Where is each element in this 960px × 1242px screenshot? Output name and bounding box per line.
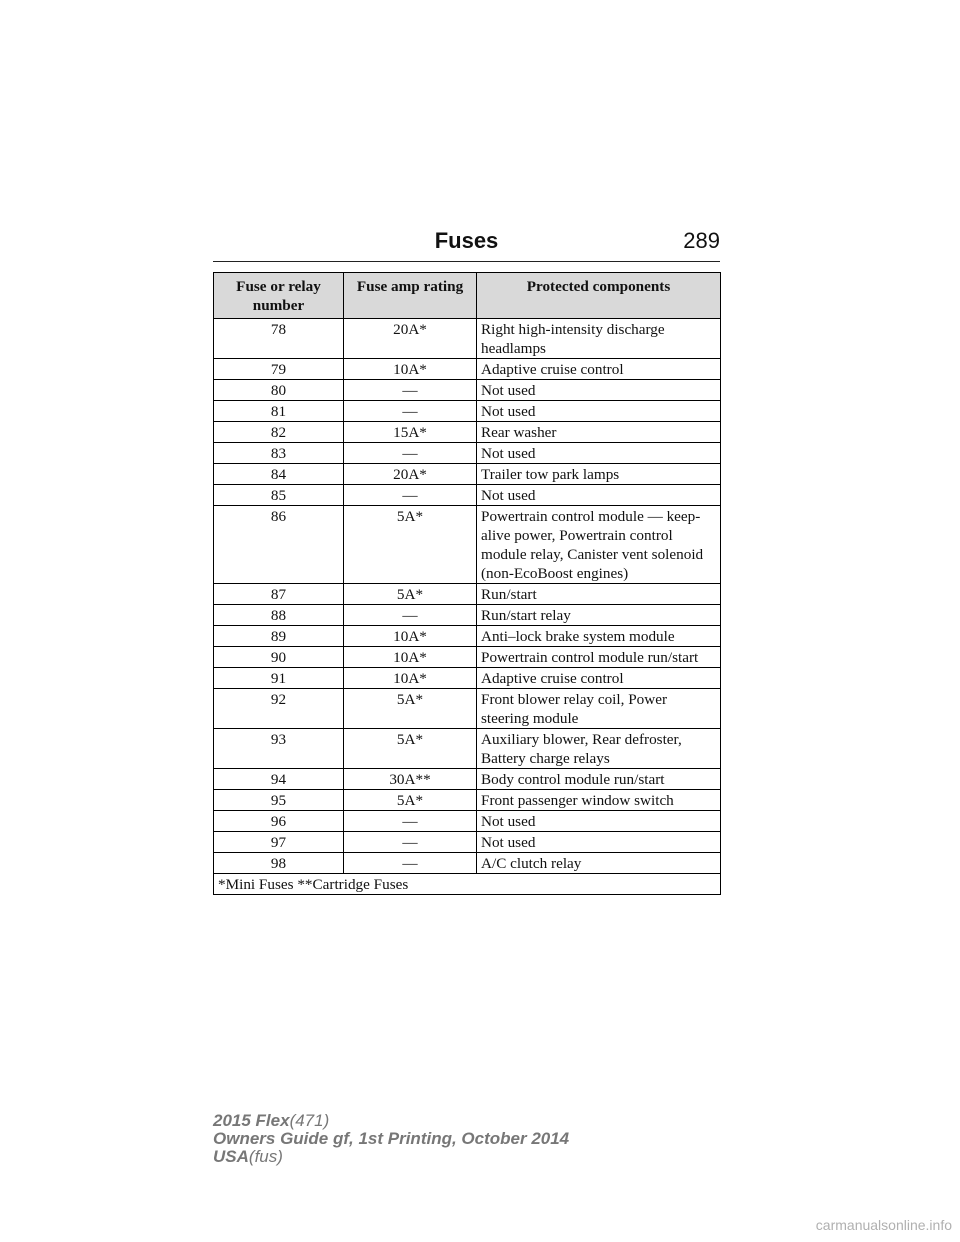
- footer-line-3: [213, 1148, 569, 1166]
- fuse-number-cell: 98: [214, 853, 344, 874]
- fuse-number-cell: 91: [214, 668, 344, 689]
- table-row: [214, 729, 721, 769]
- components-cell: Auxiliary blower, Rear defroster, Battery charge relays: [477, 729, 721, 769]
- components-cell: Not used: [477, 443, 721, 464]
- footer-market: USA: [213, 1147, 249, 1166]
- table-footnote: *Mini Fuses **Cartridge Fuses: [214, 874, 721, 895]
- amp-rating-cell: —: [344, 605, 477, 626]
- table-row: [214, 319, 721, 359]
- table-row: [214, 485, 721, 506]
- header-rule: [213, 261, 720, 262]
- components-cell: Rear washer: [477, 422, 721, 443]
- amp-rating-cell: —: [344, 853, 477, 874]
- table-row: [214, 359, 721, 380]
- fuse-number-cell: 81: [214, 401, 344, 422]
- table-row: [214, 668, 721, 689]
- amp-rating-cell: 10A*: [344, 626, 477, 647]
- amp-rating-cell: 5A*: [344, 729, 477, 769]
- table-row: [214, 380, 721, 401]
- footer-model-code: (471): [289, 1111, 330, 1130]
- components-cell: Adaptive cruise control: [477, 668, 721, 689]
- amp-rating-cell: 30A**: [344, 769, 477, 790]
- fuse-number-cell: 86: [214, 506, 344, 584]
- fuse-number-cell: 93: [214, 729, 344, 769]
- amp-rating-cell: 15A*: [344, 422, 477, 443]
- fuse-number-cell: 78: [214, 319, 344, 359]
- watermark: carmanualsonline.info: [815, 1217, 952, 1233]
- components-cell: Adaptive cruise control: [477, 359, 721, 380]
- page-footer: [213, 1112, 569, 1166]
- components-cell: Trailer tow park lamps: [477, 464, 721, 485]
- table-footnote-row: [214, 874, 721, 895]
- fuse-number-cell: 97: [214, 832, 344, 853]
- fuse-number-cell: 92: [214, 689, 344, 729]
- amp-rating-cell: —: [344, 401, 477, 422]
- column-header-components: Protected components: [477, 273, 721, 319]
- amp-rating-cell: 5A*: [344, 584, 477, 605]
- amp-rating-cell: —: [344, 443, 477, 464]
- fuse-number-cell: 80: [214, 380, 344, 401]
- page-number: 289: [683, 228, 720, 253]
- components-cell: Anti–lock brake system module: [477, 626, 721, 647]
- table-row: [214, 790, 721, 811]
- components-cell: Right high-intensity discharge headlamps: [477, 319, 721, 359]
- components-cell: Front passenger window switch: [477, 790, 721, 811]
- fuse-number-cell: 89: [214, 626, 344, 647]
- fuse-number-cell: 95: [214, 790, 344, 811]
- column-header-number: Fuse or relay number: [214, 273, 344, 319]
- table-row: [214, 811, 721, 832]
- fuse-number-cell: 88: [214, 605, 344, 626]
- components-cell: Run/start: [477, 584, 721, 605]
- table-row: [214, 647, 721, 668]
- fuse-number-cell: 82: [214, 422, 344, 443]
- footer-line-1: [213, 1112, 569, 1130]
- amp-rating-cell: 10A*: [344, 668, 477, 689]
- amp-rating-cell: 10A*: [344, 647, 477, 668]
- fuse-number-cell: 96: [214, 811, 344, 832]
- amp-rating-cell: 5A*: [344, 506, 477, 584]
- amp-rating-cell: —: [344, 811, 477, 832]
- components-cell: Powertrain control module run/start: [477, 647, 721, 668]
- amp-rating-cell: —: [344, 485, 477, 506]
- table-row: [214, 401, 721, 422]
- amp-rating-cell: 20A*: [344, 319, 477, 359]
- amp-rating-cell: 10A*: [344, 359, 477, 380]
- table-row: [214, 832, 721, 853]
- fuse-table: [213, 272, 721, 895]
- footer-model: 2015 Flex: [213, 1111, 290, 1130]
- page-title: Fuses: [434, 228, 499, 253]
- components-cell: Run/start relay: [477, 605, 721, 626]
- fuse-number-cell: 85: [214, 485, 344, 506]
- fuse-number-cell: 84: [214, 464, 344, 485]
- amp-rating-cell: 5A*: [344, 790, 477, 811]
- table-row: [214, 506, 721, 584]
- table-row: [214, 769, 721, 790]
- components-cell: Body control module run/start: [477, 769, 721, 790]
- amp-rating-cell: —: [344, 380, 477, 401]
- table-header-row: [214, 273, 721, 319]
- components-cell: Not used: [477, 485, 721, 506]
- components-cell: Not used: [477, 832, 721, 853]
- fuse-number-cell: 94: [214, 769, 344, 790]
- fuse-number-cell: 79: [214, 359, 344, 380]
- components-cell: Front blower relay coil, Power steering module: [477, 689, 721, 729]
- components-cell: Not used: [477, 380, 721, 401]
- column-header-rating: Fuse amp rating: [344, 273, 477, 319]
- table-row: [214, 626, 721, 647]
- amp-rating-cell: 20A*: [344, 464, 477, 485]
- amp-rating-cell: 5A*: [344, 689, 477, 729]
- components-cell: Not used: [477, 811, 721, 832]
- amp-rating-cell: —: [344, 832, 477, 853]
- table-row: [214, 443, 721, 464]
- page-header: [213, 228, 720, 262]
- table-row: [214, 464, 721, 485]
- fuse-number-cell: 90: [214, 647, 344, 668]
- footer-market-code: (fus): [248, 1147, 283, 1166]
- table-row: [214, 605, 721, 626]
- footer-printing: Owners Guide gf, 1st Printing, October 2014: [213, 1129, 570, 1148]
- components-cell: A/C clutch relay: [477, 853, 721, 874]
- fuse-number-cell: 83: [214, 443, 344, 464]
- table-row: [214, 422, 721, 443]
- footer-line-2: [213, 1130, 569, 1148]
- table-row: [214, 853, 721, 874]
- fuse-table-body: [214, 319, 721, 874]
- components-cell: Not used: [477, 401, 721, 422]
- table-row: [214, 689, 721, 729]
- components-cell: Powertrain control module — keep-alive power, Powertrain control module relay, Canister vent solenoid (non-EcoBoost engines): [477, 506, 721, 584]
- table-row: [214, 584, 721, 605]
- fuse-number-cell: 87: [214, 584, 344, 605]
